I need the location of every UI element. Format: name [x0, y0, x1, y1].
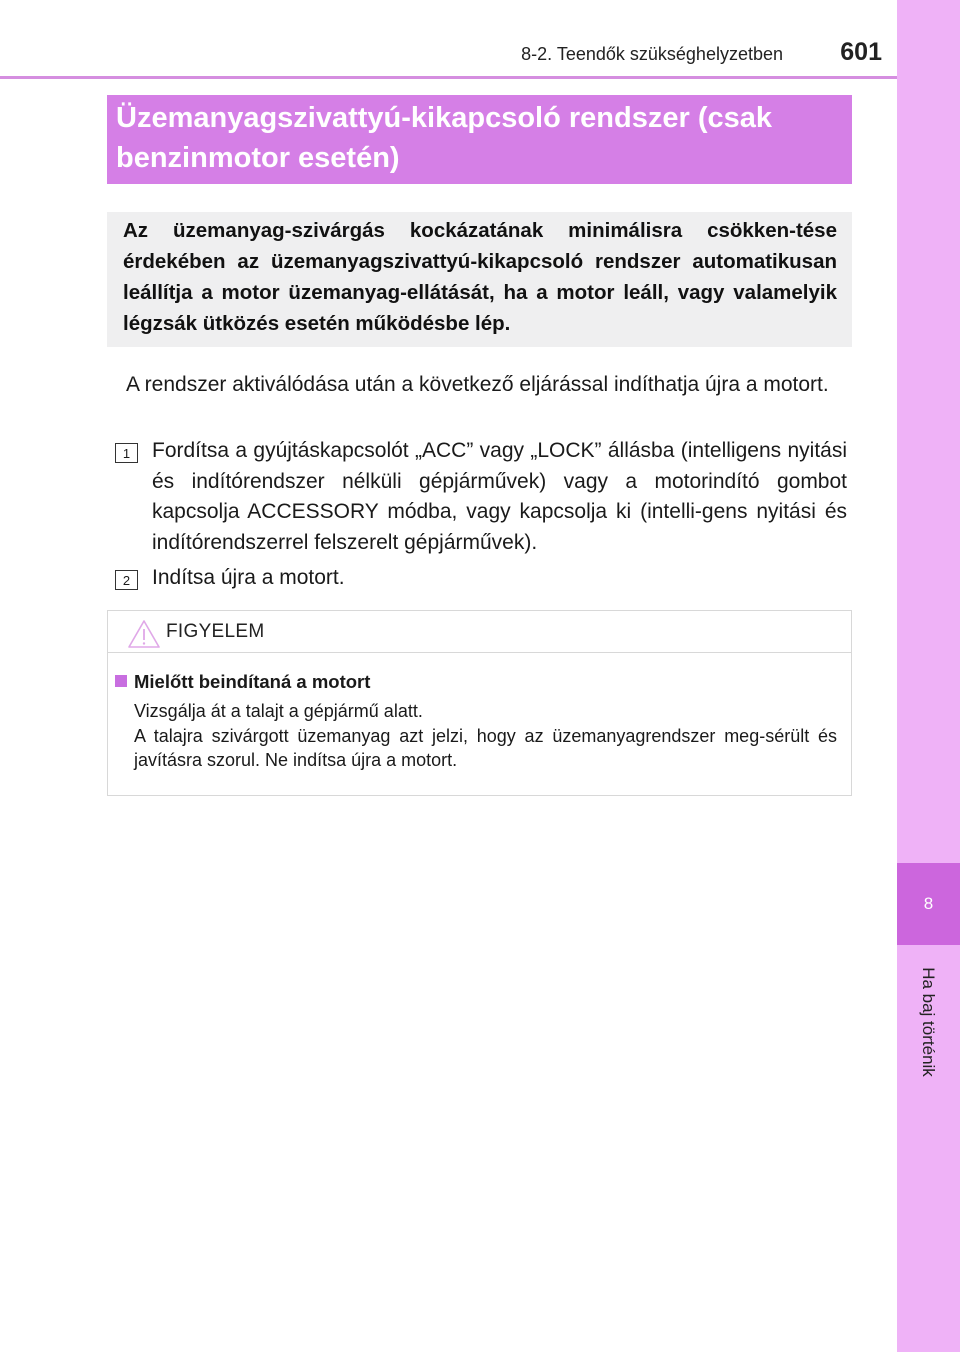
page-title: Üzemanyagszivattyú-kikapcsoló rendszer (csak benzinmotor esetén) [107, 95, 852, 184]
warning-line: A talajra szivárgott üzemanyag azt jelzi, hogy az üzemanyagrendszer meg-sérült és javításra szorul. Ne indítsa újra a motort. [134, 725, 837, 770]
page-number: 601 [840, 38, 882, 66]
warning-heading [115, 670, 837, 694]
warning-box [107, 610, 852, 796]
chapter-number: 8 [897, 863, 960, 945]
warning-line: Vizsgálja át a talajt a gépjármű alatt. [134, 701, 423, 721]
section-title: 8-2. Teendők szükséghelyzetben [521, 44, 783, 64]
summary-box: Az üzemanyag-szivárgás kockázatának minimálisra csökken-tése érdekében az üzemanyagszivattyú-kikapcsoló rendszer automatikusan leállítja a motor üzemanyag-ellátását, ha a motor leáll, vagy valamelyik légzsák ütközés esetén működésbe lép. [107, 212, 852, 347]
warning-body [108, 653, 851, 773]
intro-paragraph: A rendszer aktiválódása után a következő eljárással indíthatja újra a motort. [126, 373, 829, 396]
step-number-badge: 2 [115, 570, 138, 590]
step-number-badge: 1 [115, 443, 138, 463]
step-2 [115, 563, 847, 594]
step-text: Fordítsa a gyújtáskapcsolót „ACC” vagy „LOCK” állásba (intelligens nyitási és indítórendszer nélküli gépjárművek) vagy a motorindító gombot kapcsolja ACCESSORY módba, vagy kapcsolja ki (intelli-gens nyitási és indítórendszerrel felszerelt gépjárművek). [152, 439, 847, 554]
warning-title: FIGYELEM [166, 621, 265, 642]
warning-triangle-icon [127, 619, 161, 649]
warning-heading-text: Mielőtt beindítaná a motort [134, 671, 371, 692]
chapter-side-tab [897, 0, 960, 1352]
step-1 [115, 436, 847, 558]
header-divider [0, 76, 897, 79]
warning-header [108, 611, 851, 653]
square-bullet-icon [115, 675, 127, 687]
chapter-label: Ha baj történik [919, 967, 938, 1077]
step-text: Indítsa újra a motort. [152, 566, 345, 589]
